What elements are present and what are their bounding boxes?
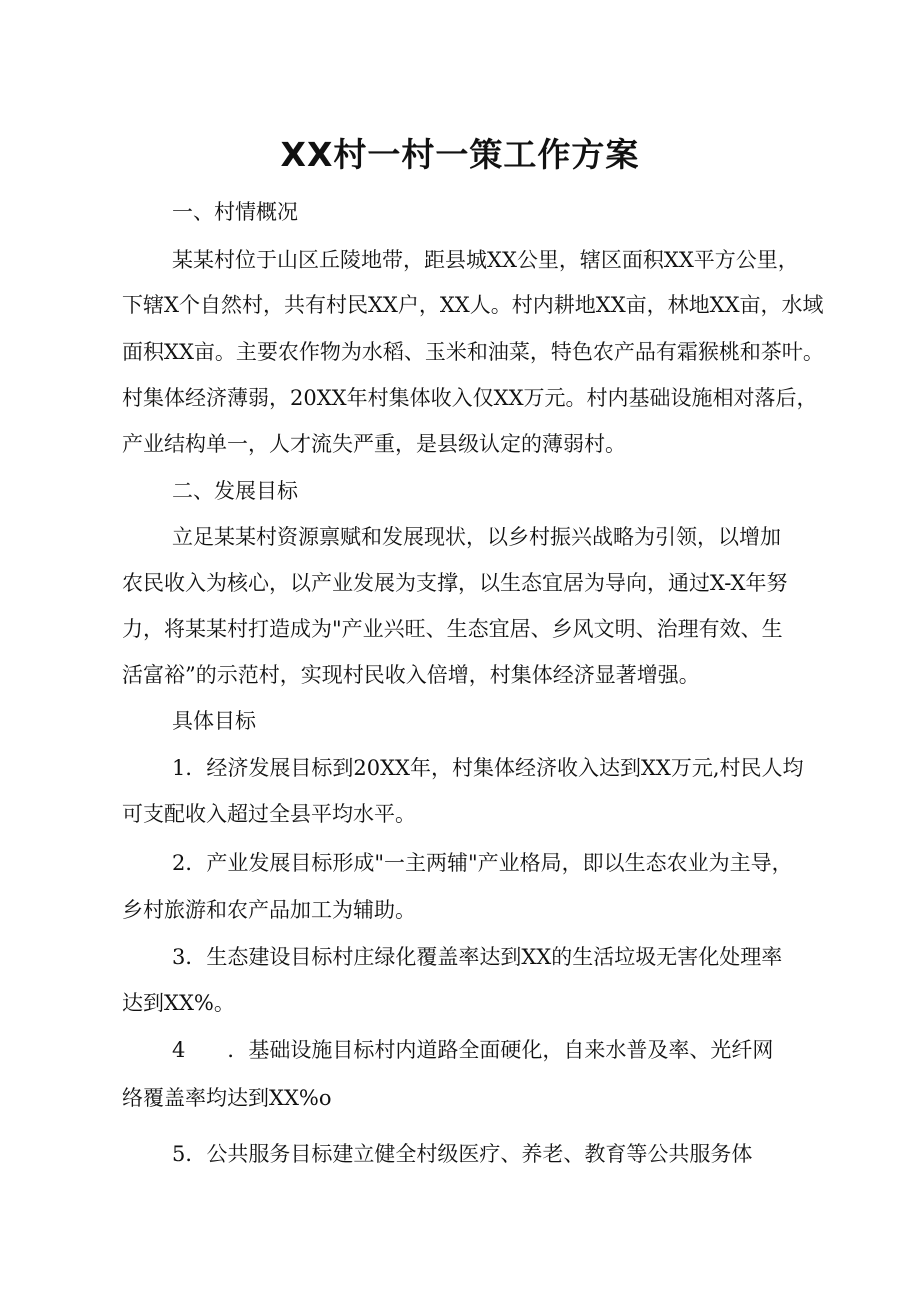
goal-item-4: 4 ．基础设施目标村内道路全面硬化，自来水普及率、光纤网	[172, 1038, 774, 1062]
subheading-specific-goals: 具体目标	[172, 709, 256, 733]
paragraph-line: 力，将某某村打造成为"产业兴旺、生态宜居、乡风文明、治理有效、生	[122, 617, 783, 641]
paragraph-line: 村集体经济薄弱，20XX年村集体收入仅XX万元。村内基础设施相对落后，	[122, 386, 818, 410]
paragraph-line: 农民收入为核心，以产业发展为支撑，以生态宜居为导向，通过X-X年努	[122, 571, 788, 595]
paragraph-line: 产业结构单一，人才流失严重，是县级认定的薄弱村。	[122, 432, 626, 456]
goal-item-2-continued: 乡村旅游和农产品加工为辅助。	[122, 898, 416, 922]
paragraph-line: 面积XX亩。主要农作物为水稻、玉米和油菜，特色农产品有霜猴桃和茶叶。	[122, 340, 824, 364]
paragraph-line: 活富裕”的示范村，实现村民收入倍增，村集体经济显著增强。	[122, 663, 700, 687]
goal-item-4-continued: 络覆盖率均达到XX%o	[122, 1086, 332, 1110]
document-title: XX村一村一策工作方案	[280, 135, 640, 174]
goal-item-1-continued: 可支配收入超过全县平均水平。	[122, 802, 416, 826]
goal-item-1: 1．经济发展目标到20XX年，村集体经济收入达到XX万元,村民人均	[172, 756, 804, 780]
paragraph-line: 某某村位于山区丘陵地带，距县城XX公里，辖区面积XX平方公里，	[172, 248, 799, 272]
paragraph-line: 立足某某村资源禀赋和发展现状，以乡村振兴战略为引领，以增加	[172, 525, 781, 549]
goal-item-5: 5．公共服务目标建立健全村级医疗、养老、教育等公共服务体	[172, 1142, 753, 1166]
section-heading-village-overview: 一、村情概况	[172, 200, 298, 224]
goal-item-2: 2．产业发展目标形成"一主两辅"产业格局，即以生态农业为主导，	[172, 851, 793, 875]
goal-item-3-continued: 达到XX%。	[122, 991, 235, 1015]
paragraph-line: 下辖X个自然村，共有村民XX户，XX人。村内耕地XX亩，林地XX亩，水域	[122, 293, 824, 317]
section-heading-development-goals: 二、发展目标	[172, 479, 298, 503]
goal-item-3: 3．生态建设目标村庄绿化覆盖率达到XX的生活垃圾无害化处理率	[172, 945, 783, 969]
